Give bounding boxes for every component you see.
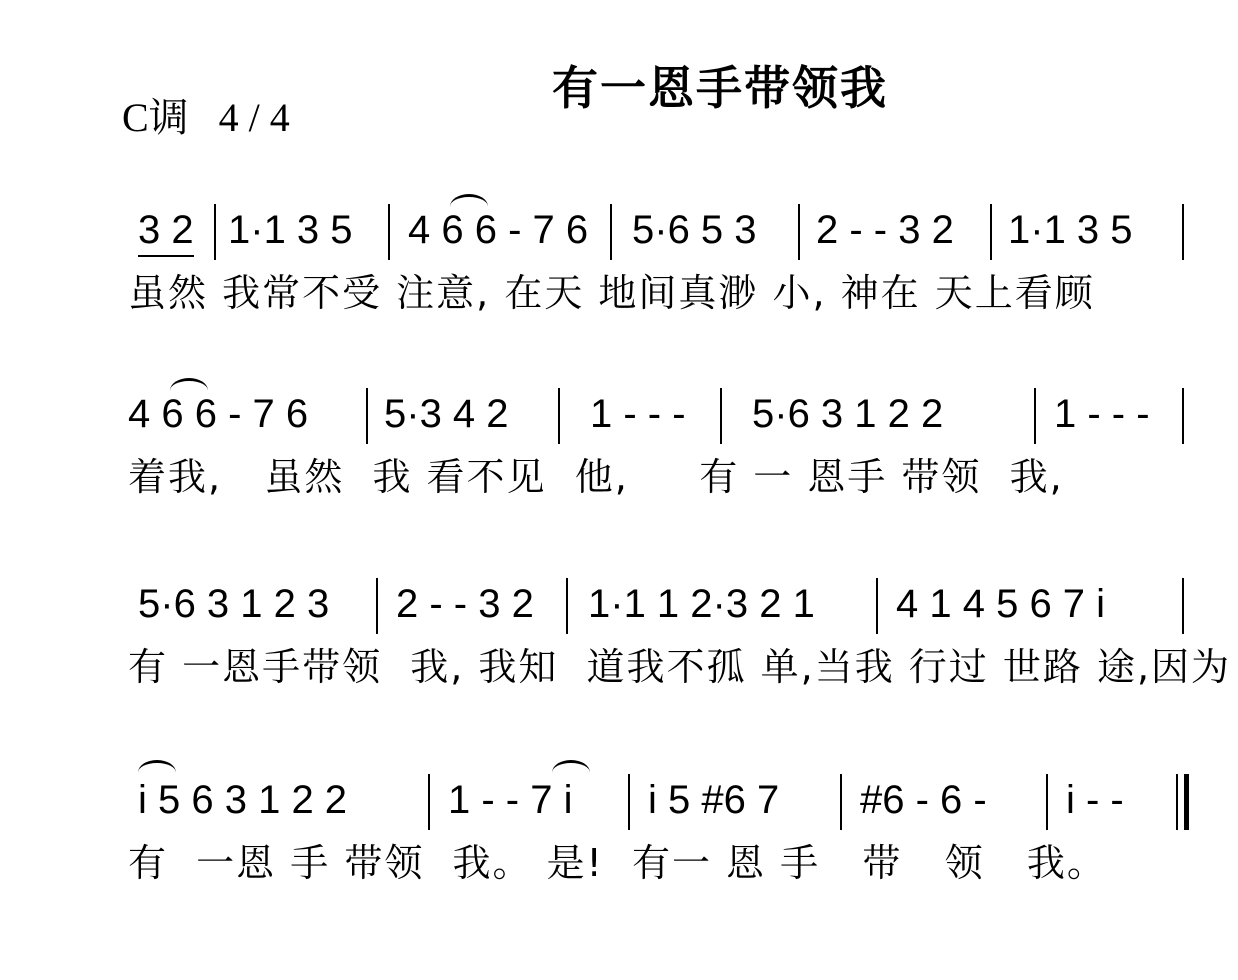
barline	[610, 204, 612, 260]
measure: 1 - - 7 i	[448, 778, 573, 822]
barline	[428, 774, 430, 830]
measure: 1·1 1 2·3 2 1	[588, 582, 815, 626]
measure: 1·1 3 5	[228, 208, 353, 252]
barline	[990, 204, 992, 260]
song-title: 有一恩手带领我	[552, 61, 888, 115]
barline	[1182, 578, 1184, 634]
barline	[376, 578, 378, 634]
measure: 5·6 3 1 2 2	[752, 392, 944, 436]
notation-line	[128, 574, 1188, 636]
score-row-1	[128, 200, 1188, 322]
measure: #6 - 6 -	[860, 778, 987, 822]
score-row-2	[128, 384, 1188, 506]
measure: 4 6 6 - 7 6	[128, 392, 309, 436]
barline	[720, 388, 722, 444]
score-row-4	[128, 770, 1188, 892]
notation-line	[128, 770, 1188, 832]
measure: 5·3 4 2	[384, 392, 509, 436]
score-row-3	[128, 574, 1232, 696]
measure: 2 - - 3 2	[816, 208, 954, 252]
lyrics-line: 着我, 虽然 我 看不见 他, 有 一 恩手 带领 我,	[128, 455, 1064, 499]
notation-line	[128, 384, 1188, 446]
barline	[1182, 388, 1184, 444]
barline	[798, 204, 800, 260]
measure: 5·6 3 1 2 3	[138, 582, 330, 626]
measure: 1·1 3 5	[1008, 208, 1133, 252]
measure: i - -	[1066, 778, 1124, 822]
measure: 4 6 6 - 7 6	[408, 208, 589, 252]
barline	[840, 774, 842, 830]
barline	[1046, 774, 1048, 830]
barline	[566, 578, 568, 634]
measure: 1 - - -	[1054, 392, 1150, 436]
barline	[214, 204, 216, 260]
measure: 4 1 4 5 6 7 i	[896, 582, 1106, 626]
lyrics-line: 有 一恩 手 带领 我。 是! 有一 恩 手 带 领 我。	[128, 841, 1107, 885]
key-signature: C调 4 / 4	[122, 95, 290, 140]
barline	[1176, 774, 1178, 830]
notation-line	[128, 200, 1188, 262]
barline	[366, 388, 368, 444]
final-barline	[1184, 774, 1189, 830]
measure: 5·6 5 3	[632, 208, 757, 252]
measure: 1 - - -	[590, 392, 686, 436]
barline	[388, 204, 390, 260]
measure: 3 2	[138, 208, 194, 257]
lyrics-line: 有 一恩手带领 我, 我知 道我不孤 单,当我 行过 世路 途,因为	[128, 645, 1232, 689]
barline	[628, 774, 630, 830]
measure: 2 - - 3 2	[396, 582, 534, 626]
barline	[1182, 204, 1184, 260]
barline	[1034, 388, 1036, 444]
measure: i 5 #6 7	[648, 778, 780, 822]
lyrics-line: 虽然 我常不受 注意, 在天 地间真渺 小, 神在 天上看顾	[128, 271, 1095, 315]
measure: i 5 6 3 1 2 2	[138, 778, 348, 822]
barline	[558, 388, 560, 444]
barline	[876, 578, 878, 634]
